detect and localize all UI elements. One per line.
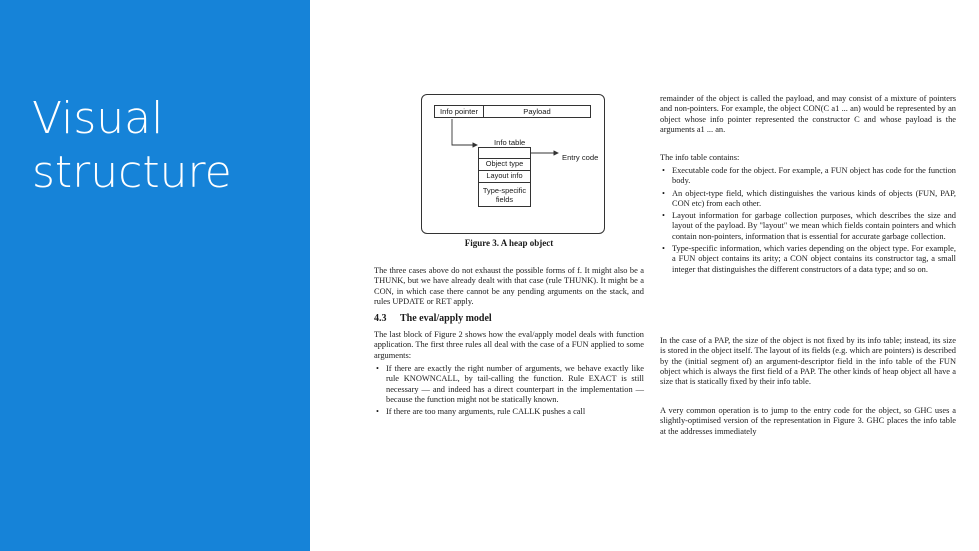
list-item: • Layout information for garbage collection purposes, which describes the size and layout of the payload. By "layout" we mean which fields contain pointers and which contain non-pointers, information that is essential for accurate garbage collection.	[660, 211, 956, 242]
left-column	[374, 88, 644, 543]
paper-excerpt	[368, 88, 968, 548]
section-number: 4.3	[374, 313, 387, 324]
list-item: • Type-specific information, which varies depending on the object type. For example, a FUN object contains its arity; a CON object contains its constructor tag, a small integer that distinguishes the different constructors of a data type; and so on.	[660, 244, 956, 275]
slide-title	[32, 92, 302, 200]
left-bullet-list	[374, 364, 644, 419]
figure-type-specific-cell: Type-specific fields	[478, 182, 531, 207]
figure-payload-cell: Payload	[483, 105, 591, 118]
slide-title-line2: structure	[32, 147, 232, 198]
left-paragraph-1: The three cases above do not exhaust the possible forms of f. It might also be a THUNK, but we have already dealt with that case (rule THUNK). It might be a CON, in which case there cannot be any pending arguments on the stack, and rules UPDATE or RET apply.	[374, 266, 644, 306]
list-item: • If there are exactly the right number of arguments, we behave exactly like rule KNOWNCALL, by tail-calling the function. Rule EXACT is still necessary — and indeed has a direct counterpart in the implementation — because the function might not be statically known.	[374, 364, 644, 405]
figure-caption: Figure 3. A heap object	[464, 238, 554, 248]
list-item: • If there are too many arguments, rule CALLK pushes a call	[374, 407, 644, 417]
list-item: • Executable code for the object. For example, a FUN object has code for the function body.	[660, 166, 956, 187]
section-heading	[374, 314, 492, 324]
figure-layout-info-cell: Layout info	[478, 170, 531, 183]
figure-info-pointer-cell: Info pointer	[434, 105, 484, 118]
left-paragraph-2: The last block of Figure 2 shows how the eval/apply model deals with function application. The first three rules all deal with the case of a FUN applied to some arguments:	[374, 330, 644, 360]
figure-object-type-cell: Object type	[478, 158, 531, 171]
right-paragraph-3: In the case of a PAP, the size of the object is not fixed by its info table; instead, its size is stored in the object itself. The layout of its fields (e.g. which are pointers) is described by the (initial segment of) an argument-descriptor field in the info table of the FUN object which is always the first field of a PAP. The other kinds of heap object all have a size that is statically fixed by their info table.	[660, 336, 956, 387]
right-paragraph-2: The info table contains:	[660, 153, 740, 162]
slide-title-line1: Visual	[32, 93, 164, 144]
heap-object-figure	[421, 94, 605, 234]
section-title: The eval/apply model	[400, 313, 492, 324]
figure-info-table-label: Info table	[494, 138, 526, 147]
right-paragraph-1: remainder of the object is called the payload, and may consist of a mixture of pointers and non-pointers. For example, the object CON(C a1 ... an) would be represented by an object whose info pointer represented the constructor C and whose payload is the arguments a1 ... an.	[660, 94, 956, 134]
figure-entry-code-label: Entry code	[562, 153, 599, 162]
right-bullet-list	[660, 166, 956, 277]
right-paragraph-4: A very common operation is to jump to the entry code for the object, so GHC uses a slightly-optimised version of the representation in Figure 3. GHC places the info table at the addresses immediately	[660, 406, 956, 436]
title-panel	[0, 0, 310, 551]
list-item: • An object-type field, which distinguishes the various kinds of objects (FUN, PAP, CON etc) from each other.	[660, 189, 956, 210]
right-column	[660, 88, 956, 543]
